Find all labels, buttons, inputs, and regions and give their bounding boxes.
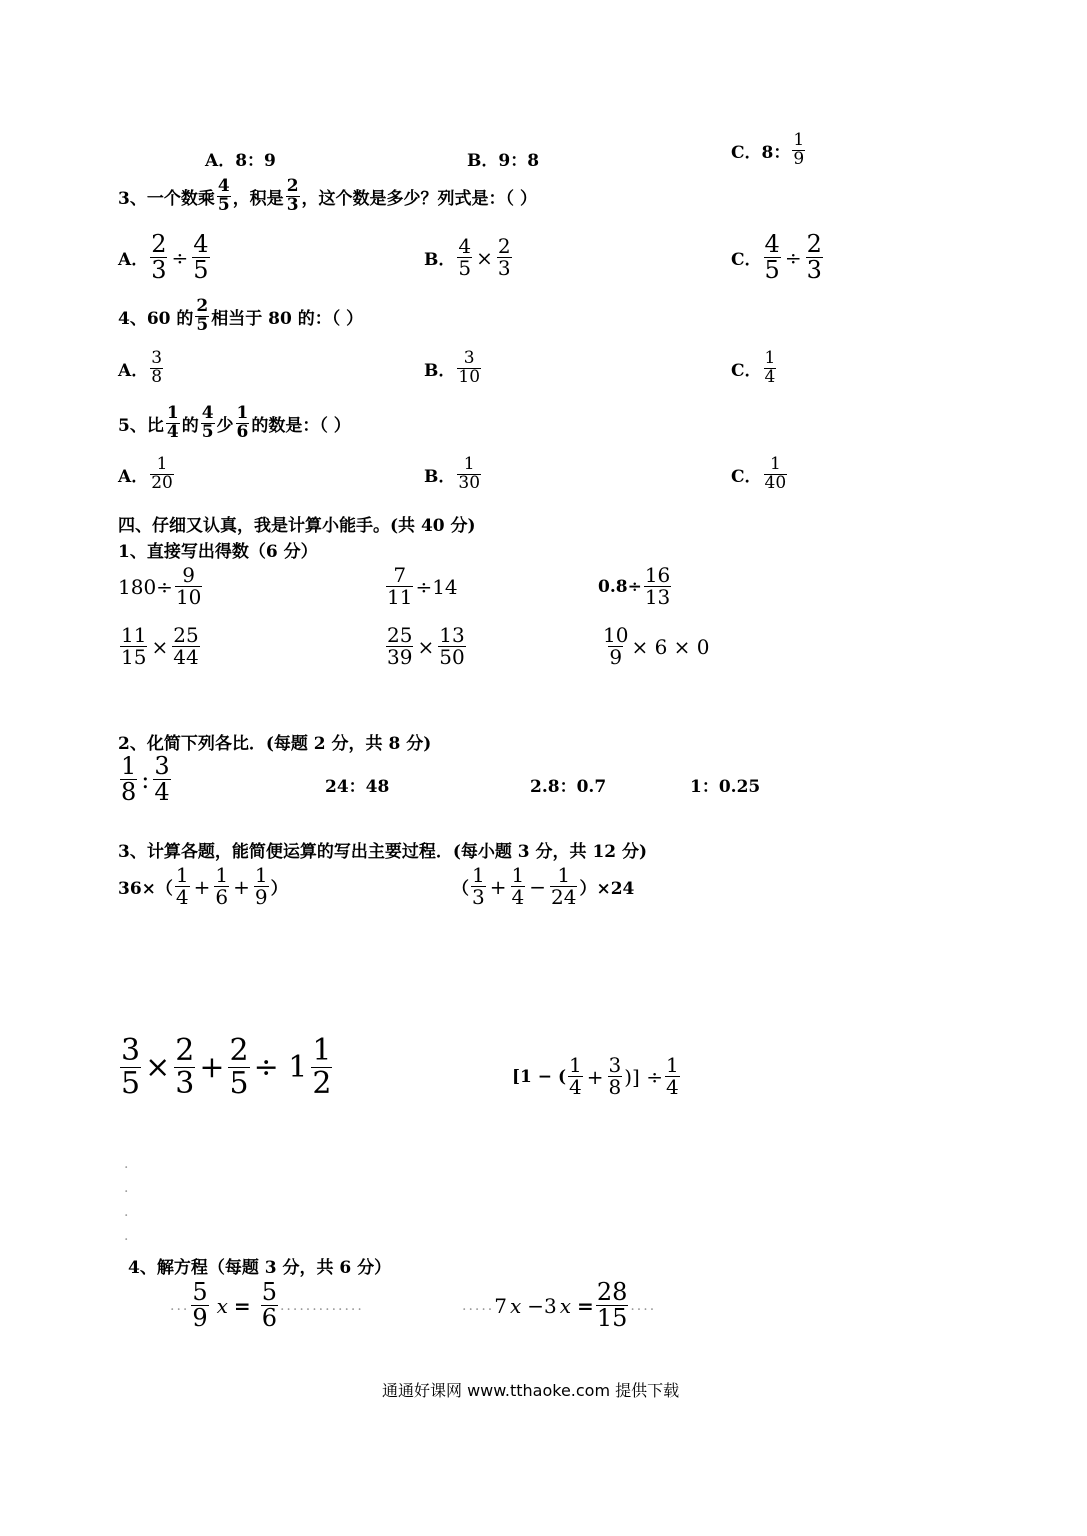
footer-text: 通通好课网 www.tthaoke.com 提供下载	[382, 1381, 680, 1400]
p1-expression-5: $\frac{25}{39}$ × $\frac{13}{50}$	[387, 623, 465, 669]
q2-option-c-label: C．8：	[731, 142, 791, 163]
p2-ratio-3: 2.8：0.7	[530, 777, 607, 797]
p1-expression-6: $\frac{10}{9}$ × 6 × 0	[603, 623, 710, 669]
q5-option-c: C． $\frac{1}{40}$	[731, 454, 787, 493]
p3-expression-2: （ $\frac{1}{3}$ + $\frac{1}{4}$ − $\frac{1}{24}$ ）×24	[452, 863, 635, 909]
p1-expression-1: 180÷ $\frac{9}{10}$	[118, 563, 202, 609]
p2-ratio-4: 1：0.25	[690, 777, 761, 797]
p3-expression-1: 36×（ $\frac{1}{4}$ + $\frac{1}{6}$ + $\frac{1}{9}$ ）	[118, 863, 288, 909]
p2-ratio-1: $\frac{1}{8}$ : $\frac{3}{4}$	[121, 752, 170, 807]
p1-expression-3: 0.8÷ $\frac{16}{13}$	[598, 563, 671, 609]
q3-option-a: A． $\frac{2}{3}$ ÷ $\frac{4}{5}$	[118, 230, 209, 285]
q2-option-c	[731, 132, 807, 169]
q3-question: 3、一个数乘 $\frac{4}{5}$ ，积是 $\frac{2}{3}$ ，这个数是多少？列式是：（ ）	[118, 176, 537, 215]
q3-fraction-2: $\frac{2}{3}$	[286, 176, 299, 215]
p2-ratio-2: 24：48	[325, 777, 390, 797]
q2-option-a: A．8：9	[205, 151, 276, 171]
q2-option-b: B．9：8	[467, 151, 540, 171]
p3-expression-4: [1 − ( $\frac{1}{4}$ + $\frac{3}{8}$ )] ÷ $\frac{1}{4}$	[512, 1053, 679, 1099]
q4-option-b: B． $\frac{3}{10}$	[424, 348, 481, 387]
leader-dots: ....	[630, 1297, 657, 1314]
q3-option-c: C． $\frac{4}{5}$ ÷ $\frac{2}{3}$	[731, 230, 822, 285]
p4-equation-1: ... $\frac{5}{9}$ x = $\frac{5}{6}$ .............	[170, 1278, 364, 1333]
leader-dots: .............	[279, 1297, 364, 1314]
margin-mark: ·	[124, 1160, 131, 1176]
section4-part1-title: 1、直接写出得数（6 分）	[118, 542, 318, 562]
p1-expression-4: $\frac{11}{15}$ × $\frac{25}{44}$	[121, 623, 199, 669]
margin-mark: ·	[124, 1208, 131, 1224]
q4-option-a: A． $\frac{3}{8}$	[118, 348, 163, 387]
leader-dots: ...	[170, 1297, 190, 1314]
q4-option-c: C． $\frac{1}{4}$	[731, 348, 776, 387]
leader-dots: .....	[462, 1297, 495, 1314]
q5-question: 5、比 $\frac{1}{4}$ 的 $\frac{4}{5}$ 少 $\frac{1}{6}$ 的数是：（ ）	[118, 403, 351, 442]
section4-part2-title: 2、化简下列各比．(每题 2 分，共 8 分)	[118, 734, 432, 754]
q4-fraction: $\frac{2}{5}$	[196, 296, 209, 335]
q2-option-c-fraction: $\frac{1}{9}$	[793, 130, 805, 169]
margin-mark: ·	[124, 1232, 131, 1248]
section4-title: 四、仔细又认真，我是计算小能手。(共 40 分)	[118, 516, 476, 536]
p3-expression-3: $\frac{3}{5}$ × $\frac{2}{3}$ + $\frac{2}{5}$ ÷ 1 $\frac{1}{2}$	[121, 1033, 332, 1101]
section4-part3-title: 3、计算各题，能简便运算的写出主要过程．(每小题 3 分，共 12 分)	[118, 842, 648, 862]
section4-part4-title: 4、解方程（每题 3 分，共 6 分）	[128, 1258, 392, 1278]
margin-mark: ·	[124, 1184, 131, 1200]
q3-fraction-1: $\frac{4}{5}$	[217, 176, 230, 215]
q5-option-a: A． $\frac{1}{20}$	[118, 454, 173, 493]
q3-option-b: B． $\frac{4}{5}$ × $\frac{2}{3}$	[424, 234, 511, 280]
q4-question: 4、60 的 $\frac{2}{5}$ 相当于 80 的：（ ）	[118, 296, 364, 335]
p1-expression-2: $\frac{7}{11}$ ÷14	[387, 563, 458, 609]
q5-option-b: B． $\frac{1}{30}$	[424, 454, 481, 493]
p4-equation-2: ..... 7 x −3 x = $\frac{28}{15}$ ....	[462, 1278, 657, 1333]
